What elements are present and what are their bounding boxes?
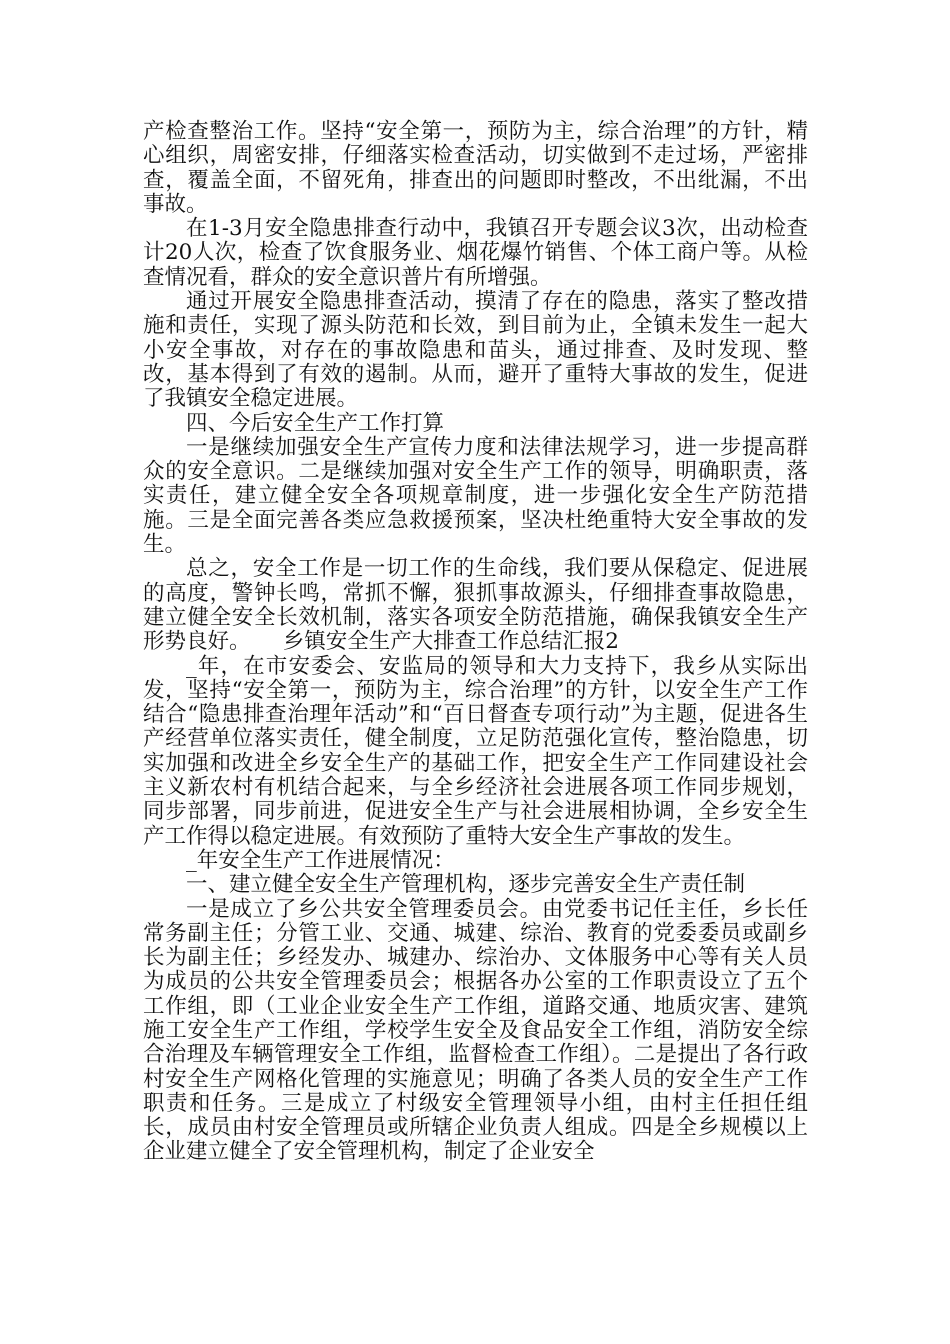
paragraph-7: _年，在市安委会、安监局的领导和大力支持下，我乡从实际出发，坚持“安全第一，预防为主，综合治理”的方针，以安全生产工作结合“隐患排查治理年活动”和“百日督查专项行动”为主题，促进各生产经营单位落实责任，健全制度，立足防范强化宣传，整治隐患，切实加强和改进全乡安全生产的基础工作，把安全生产工作同建设社会主义新农村有机结合起来，与全乡经济社会进展各项工作同步规划，同步部署，同步前进，促进安全生产与社会进展相协调，全乡安全生产工作得以稳定进展。有效预防了重特大安全生产事故的发生。 [143, 653, 808, 849]
document-page [143, 120, 808, 1165]
paragraph-6 [143, 557, 808, 654]
paragraph-2: 在1-3月安全隐患排查行动中，我镇召开专题会议3次，出动检查计20人次，检查了饮食服务业、烟花爆竹销售、个体工商户等。从检查情况看，群众的安全意识普片有所增强。 [143, 216, 808, 290]
section-heading-4: 四、今后安全生产工作打算 [186, 410, 445, 436]
section-heading-1: 一、建立健全安全生产管理机构，逐步完善安全生产责任制 [186, 872, 746, 898]
paragraph-6-text: 总之，安全工作是一切工作的生命线，我们要从保稳定、促进展的高度，警钟长鸣，常抓不懈，狠抓事故源头，仔细排查事故隐患，建立健全安全长效机制，落实各项安全防范措施，确保我镇安全生产形势良好。 [143, 556, 808, 655]
paragraph-10: 一是成立了乡公共安全管理委员会。由党委书记任主任，乡长任常务副主任；分管工业、交通、城建、综治、教育的党委委员或副乡长为副主任；乡经发办、城建办、综治办、文体服务中心等有关人员为成员的公共安全管理委员会；根据各办公室的工作职责设立了五个工作组，即（工业企业安全生产工作组，道路交通、地质灾害、建筑施工安全生产工作组，学校学生安全及食品安全工作组，消防安全综合治理及车辆管理安全工作组，监督检查工作组）。二是提出了各行政村安全生产网格化管理的实施意见；明确了各类人员的安全生产工作职责和任务。三是成立了村级安全管理领导小组，由村主任担任组长，成员由村安全管理员或所辖企业负责人组成。四是全乡规模以上企业建立健全了安全管理机构，制定了企业安全 [143, 896, 808, 1165]
paragraph-5: 一是继续加强安全生产宣传力度和法律法规学习，进一步提高群众的安全意识。二是继续加强对安全生产工作的领导，明确职责，落实责任，建立健全安全各项规章制度，进一步强化安全生产防范措施。三是全面完善各类应急救援预案，坚决杜绝重特大安全事故的发生。 [143, 434, 808, 558]
paragraph-1: 产检查整治工作。坚持“安全第一，预防为主，综合治理”的方针，精心组织，周密安排，仔细落实检查活动，切实做到不走过场，严密排查，覆盖全面，不留死角，排查出的问题即时整改，不出纰漏，不出事故。 [143, 119, 808, 217]
report-title: 乡镇安全生产大排查工作总结汇报2 [282, 629, 619, 655]
paragraph-8: _年安全生产工作进展情况： [186, 847, 455, 873]
paragraph-3: 通过开展安全隐患排查活动，摸清了存在的隐患，落实了整改措施和责任，实现了源头防范和长效，到目前为止，全镇未发生一起大小安全事故，对存在的事故隐患和苗头，通过排查、及时发现、整改，基本得到了有效的遏制。从而，避开了重特大事故的发生，促进了我镇安全稳定进展。 [143, 289, 808, 412]
